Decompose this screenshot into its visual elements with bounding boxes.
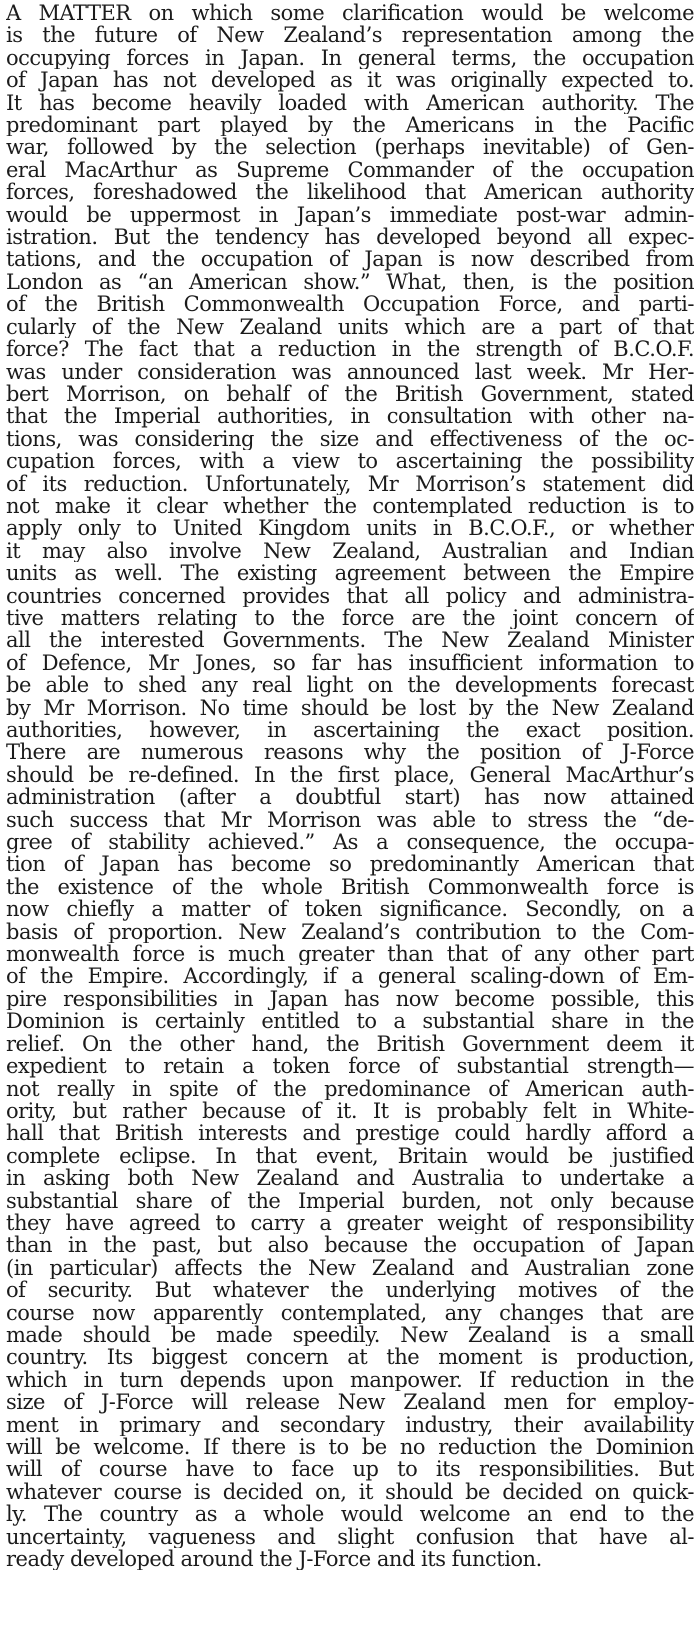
article-line: was under consideration was announced last week. Mr Her- [6,360,694,383]
article-line: made should be made speedily. New Zealand is a small [6,1323,694,1347]
article-line: now chiefly a matter of token significance. Secondly, on a [6,898,694,921]
article-line: that the Imperial authorities, in consultation with other na- [6,405,694,428]
article-line: complete eclipse. In that event, Britain would be justified [6,1144,694,1168]
article-line: istration. But the tendency has developed beyond all expec- [6,226,694,249]
article-line: units as well. The existing agreement between the Empire [6,562,694,585]
article-line: of the Empire. Accordingly, if a general scaling-down of Em- [6,965,694,988]
article-line: force? The fact that a reduction in the strength of B.C.O.F. [6,338,694,361]
article-line: relief. On the other hand, the British Government deem it [6,1032,694,1056]
article-line: of security. But whatever the underlying motives of the [6,1279,694,1302]
article-line: they have agreed to carry a greater weight of responsibility [6,1211,694,1235]
article-line: basis of proportion. New Zealand’s contribution to the Com- [6,920,694,944]
article-line: tions, was considering the size and effectiveness of the oc- [6,427,694,451]
article-line: by Mr Morrison. No time should be lost by the New Zealand [6,696,694,719]
article-line: be able to shed any real light on the developments forecast [6,674,694,697]
article-line: size of J-Force will release New Zealand men for employ- [6,1391,694,1414]
article-line: predominant part played by the Americans in the Pacific [6,114,694,137]
article-line: ority, but rather because of it. It is probably felt in White- [6,1099,694,1123]
editorial-article-text [6,2,694,1570]
article-line: will of course have to face up to its responsibilities. But [6,1458,694,1481]
article-line: monwealth force is much greater than that of any other part [6,943,694,966]
article-line: would be uppermost in Japan’s immediate post-war admin- [6,203,694,227]
article-line: London as “an American show.” What, then, is the position [6,270,694,294]
article-line: of the British Commonwealth Occupation Force, and parti- [6,293,694,316]
article-line: administration (after a doubtful start) has now attained [6,786,694,809]
article-line: of its reduction. Unfortunately, Mr Morrison’s statement did [6,472,694,495]
article-line: expedient to retain a token force of substantial strength— [6,1055,694,1078]
article-line: not really in spite of the predominance of American auth- [6,1077,694,1100]
article-line: countries concerned provides that all policy and administra- [6,584,694,607]
article-line: There are numerous reasons why the position of J-Force [6,741,694,764]
article-line: forces, foreshadowed the likelihood that American authority [6,181,694,204]
article-line: tion of Japan has become so predominantly American that [6,853,694,876]
article-line: ready developed around the J-Force and its function. [6,1548,542,1571]
article-line: Dominion is certainly entitled to a substantial share in the [6,1010,694,1033]
article-line: tations, and the occupation of Japan is now described from [6,248,694,271]
article-line: of Japan has not developed as it was originally expected to. [6,69,694,92]
article-line: eral MacArthur as Supreme Commander of the occupation [6,158,694,182]
article-line: It has become heavily loaded with American authority. The [6,91,694,115]
article-line: such success that Mr Morrison was able to stress the “de- [6,808,694,832]
article-line: should be re-defined. In the first place, General MacArthur’s [6,763,694,787]
article-line: ly. The country as a whole would welcome an end to the [6,1503,694,1526]
article-line: bert Morrison, on behalf of the British Government, stated [6,382,694,406]
article-line: cupation forces, with a view to ascertaining the possibility [6,450,694,473]
article-line: A MATTER on which some clarification would be welcome [6,2,694,25]
article-line: apply only to United Kingdom units in B.C.O.F., or whether [6,517,694,540]
article-line: pire responsibilities in Japan has now become possible, this [6,987,694,1011]
article-line: it may also involve New Zealand, Australian and Indian [6,539,694,563]
article-line: hall that British interests and prestige could hardly afford a [6,1122,694,1145]
article-line: of Defence, Mr Jones, so far has insufficient information to [6,651,694,675]
article-line: which in turn depends upon manpower. If reduction in the [6,1368,694,1392]
article-line: cularly of the New Zealand units which are a part of that [6,315,694,339]
article-line: will be welcome. If there is to be no reduction the Dominion [6,1436,694,1459]
article-line: course now apparently contemplated, any changes that are [6,1301,694,1324]
article-line: in asking both New Zealand and Australia to undertake a [6,1167,694,1190]
article-line: substantial share of the Imperial burden, not only because [6,1189,694,1212]
newspaper-column [6,2,694,1646]
article-line: is the future of New Zealand’s representation among the [6,24,694,47]
article-line: not make it clear whether the contemplated reduction is to [6,494,694,518]
article-line: war, followed by the selection (perhaps inevitable) of Gen- [6,136,694,159]
article-line: country. Its biggest concern at the moment is production, [6,1346,694,1369]
article-line: whatever course is decided on, it should be decided on quick- [6,1480,694,1504]
article-line: authorities, however, in ascertaining the exact position. [6,719,694,742]
article-line: ment in primary and secondary industry, their availability [6,1413,694,1436]
article-line: uncertainty, vagueness and slight confusion that have al- [6,1525,694,1549]
article-line: occupying forces in Japan. In general terms, the occupation [6,46,694,70]
article-line: (in particular) affects the New Zealand and Australian zone [6,1256,694,1280]
article-line: the existence of the whole British Commonwealth force is [6,875,694,899]
article-line: gree of stability achieved.” As a consequence, the occupa- [6,831,694,854]
article-line: than in the past, but also because the occupation of Japan [6,1234,694,1257]
article-line: all the interested Governments. The New Zealand Minister [6,629,694,652]
article-line: tive matters relating to the force are the joint concern of [6,606,694,630]
